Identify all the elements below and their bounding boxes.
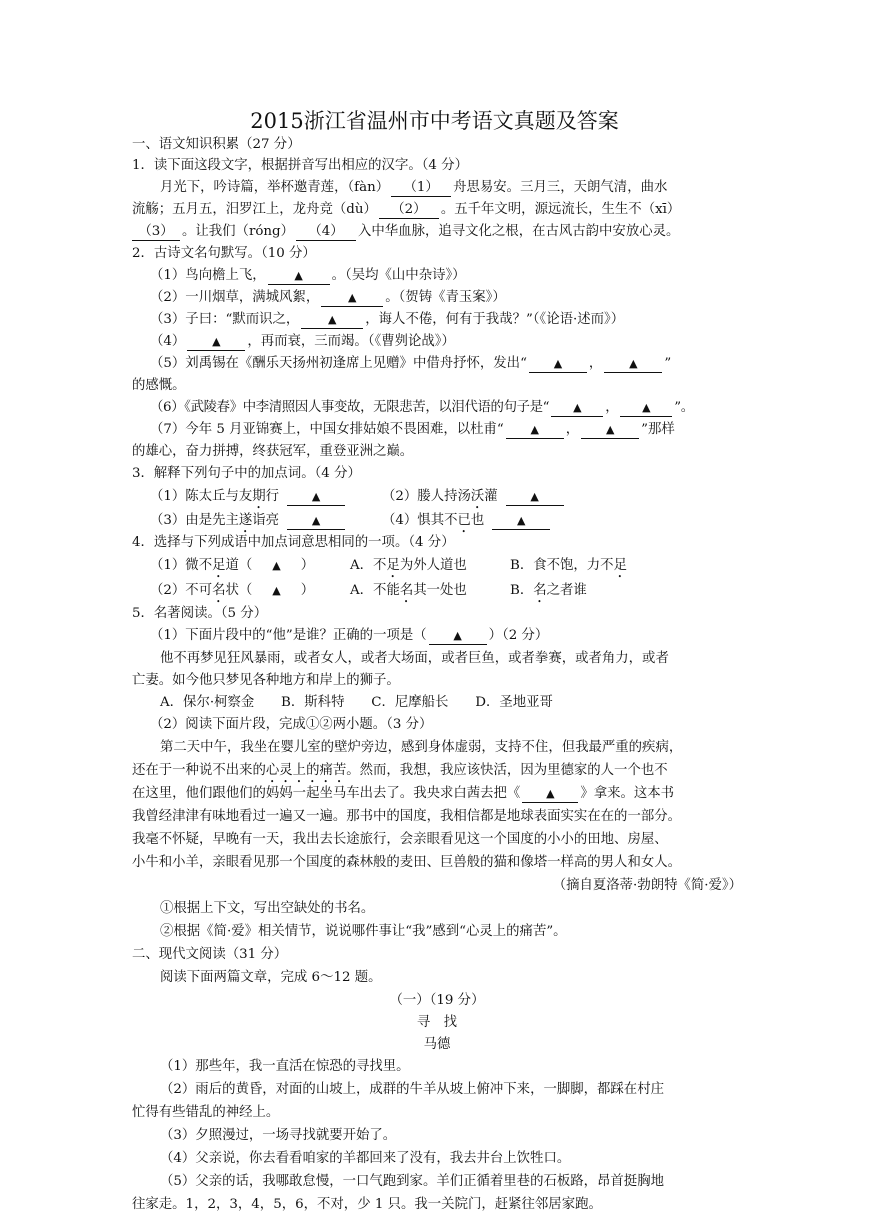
q2-blank-7a[interactable]: ▲ [506,422,564,439]
reading-part-label: （一）（19 分） [389,993,485,1008]
article-para-2-line-1: （2）雨后的黄昏，对面的山坡上，成群的牛羊从坡上俯冲下来，一脚脚，都踩在村庄 [160,1082,664,1097]
q3-stem: 3．解释下列句子中的加点词。（4 分） [132,466,361,481]
q3-row-2: （3）由是先主遂诣亮 ▲ （4）惧其不已也 ▲ [150,510,760,536]
q5-excerpt-2-line-1: 第二天中午，我坐在婴儿室的壁炉旁边，感到身体虚弱，支持不住，但我最严重的疾病， [160,740,683,755]
q2-blank-1[interactable]: ▲ [268,268,330,285]
q1-line-2: 流觞；五月五，汨罗江上，龙舟竞（dù） （2） 。五千年文明，源远流长，生生不（xī） [132,202,681,217]
q1-stem: 1．读下面这段文字，根据拼音写出相应的汉字。（4 分） [132,158,468,173]
section-1-heading: 一、语文知识积累（27 分） [132,137,301,152]
article-author: 马德 [423,1037,451,1052]
q2-item-7-cont: 的雄心，奋力拼搏，终获冠军，重登亚洲之巅。 [132,444,414,459]
q3-blank-1[interactable]: ▲ [287,489,345,506]
q2-blank-6b[interactable]: ▲ [620,400,672,417]
q2-item-2: （2）一川烟草，满城风絮， ▲ 。（贺铸《青玉案》） [150,290,506,305]
q2-blank-5b[interactable]: ▲ [604,356,662,373]
article-para-4: （4）父亲说，你去看看咱家的羊都回来了没有，我去井台上饮牲口。 [160,1151,571,1166]
q2-item-3: （3）子曰：“默而识之， ▲ ，诲人不倦，何有于我哉？”（《论语·述而》） [150,312,625,327]
q3-blank-3[interactable]: ▲ [287,513,345,530]
document-title: 2015浙江省温州市中考语文真题及答案 [250,109,619,133]
q5-options: A．保尔·柯察金 B．斯科特 C．尼摩船长 D．圣地亚哥 [160,695,553,710]
q5-blank-book[interactable]: ▲ [522,786,578,803]
q5-subquestion-1: ①根据上下文，写出空缺处的书名。 [160,901,375,916]
q2-item-6: （6）《武陵春》中李清照因人事变故，无限悲苦，以泪代语的句子是“ ▲ ， ▲ ”。 [150,400,694,415]
q4-answer-1[interactable]: ▲ [272,559,281,572]
q1-blank-4[interactable]: （4） [296,224,356,241]
article-title: 寻 找 [416,1015,458,1030]
q2-item-7: （7）今年 5 月亚锦赛上，中国女排姑娘不畏困难，以杜甫“ ▲ ， ▲ ”那样 [150,422,675,437]
q5-excerpt-2-line-5: 我毫不怀疑，早晚有一天，我出去长途旅行，会亲眼看见这一个国度的小小的田地、房屋、 [132,832,668,847]
q5-part-2: （2）阅读下面片段，完成①②两小题。（3 分） [150,717,433,732]
q1-blank-2[interactable]: （2） [379,202,439,219]
section-2-intro: 阅读下面两篇文章，完成 6～12 题。 [160,970,382,985]
q3-blank-2[interactable]: ▲ [506,489,564,506]
article-para-1: （1）那些年，我一直活在惊恐的寻找里。 [160,1059,410,1074]
q2-blank-3[interactable]: ▲ [301,312,363,329]
q2-item-5: （5）刘禹锡在《酬乐天扬州初逢席上见赠》中借舟抒怀，发出“ ▲ ， ▲ ” [150,356,672,371]
q5-blank-1[interactable]: ▲ [429,628,487,645]
q2-item-5-cont: 的感慨。 [132,378,186,393]
q2-stem: 2．古诗文名句默写。（10 分） [132,246,316,261]
q2-blank-4[interactable]: ▲ [187,334,245,351]
article-para-5-line-2: 往家走。1，2，3，4，5，6，不对，少 1 只。我一关院门，赶紧往邻居家跑。 [132,1197,602,1212]
q5-source: （摘自夏洛蒂·勃朗特《简·爱》） [552,878,742,893]
q5-excerpt-1-line-1: 他不再梦见狂风暴雨，或者女人，或者大场面，或者巨鱼，或者拳赛，或者角力，或者 [160,651,669,666]
article-para-3: （3）夕照漫过，一场寻找就要开始了。 [160,1128,397,1143]
article-para-5-line-1: （5）父亲的话，我哪敢怠慢，一口气跑到家。羊们正循着里巷的石板路，昂首挺胸地 [160,1174,664,1189]
q5-excerpt-2-line-6: 小牛和小羊，亲眼看见那一个国度的森林般的麦田、巨兽般的猫和像塔一样高的男人和女人。 [132,855,682,870]
q5-excerpt-1-line-2: 亡妻。如今他只梦见各种地方和岸上的狮子。 [132,673,400,688]
q4-stem: 4．选择与下列成语中加点词意思相同的一项。（4 分） [132,535,455,550]
q1-blank-3[interactable]: （3） [132,224,180,241]
q4-row-1: （1）微不足道（ ▲ ） A．不足为外人道也 B．食不饱，力不足 [150,558,627,573]
q2-blank-7b[interactable]: ▲ [581,422,639,439]
q5-stem: 5．名著阅读。（5 分） [132,606,268,621]
q2-blank-2[interactable]: ▲ [321,290,383,307]
q5-part-1: （1）下面片段中的“他”是谁？正确的一项是（ ▲ ）（2 分） [150,628,549,643]
q2-blank-5a[interactable]: ▲ [529,356,587,373]
q5-excerpt-2-line-2: 还在于一种说不出来的心灵上的痛苦。然而，我想，我应该快活，因为里德家的人一个也不 [132,763,668,778]
q5-excerpt-2-line-3: 在这里，他们跟他们的妈妈一起坐马车出去了。我央求白茜去把《 ▲ 》拿来。这本书 [132,786,675,801]
article-para-2-line-2: 忙得有些错乱的神经上。 [132,1105,280,1120]
q4-answer-2[interactable]: ▲ [272,584,281,597]
q1-line-3: （3） 。让我们（róng） （4） 入中华血脉，追寻文化之根，在古风古韵中安放心灵。 [132,221,742,243]
q1-line-1: 月光下，吟诗篇，举杯邀青莲，（fàn） （1） 舟思易安。三月三，天朗气清，曲水 [160,180,668,195]
q5-excerpt-2-line-4: 我曾经津津有味地看过一遍又一遍。那书中的国度，我相信都是地球表面实实在在的一部分。 [132,809,682,824]
q3-row-1: （1）陈太丘与友期行 ▲ （2）媵人持汤沃灌 ▲ [150,486,760,512]
q1-blank-1[interactable]: （1） [391,180,451,197]
q2-blank-6a[interactable]: ▲ [551,400,603,417]
q2-item-1: （1）鸟向檐上飞， ▲ 。（吴均《山中杂诗》） [150,268,466,283]
q4-row-2: （2）不可名状（ ▲ ） A．不能名其一处也 B．名之者谁 [150,583,587,598]
section-2-heading: 二、现代文阅读（31 分） [132,947,288,962]
q3-blank-4[interactable]: ▲ [492,513,550,530]
q5-subquestion-2: ②根据《简·爱》相关情节，说说哪件事让“我”感到“心灵上的痛苦”。 [160,924,567,939]
q2-item-4: （4） ▲ ，再而衰，三而竭。（《曹刿论战》） [150,334,455,349]
